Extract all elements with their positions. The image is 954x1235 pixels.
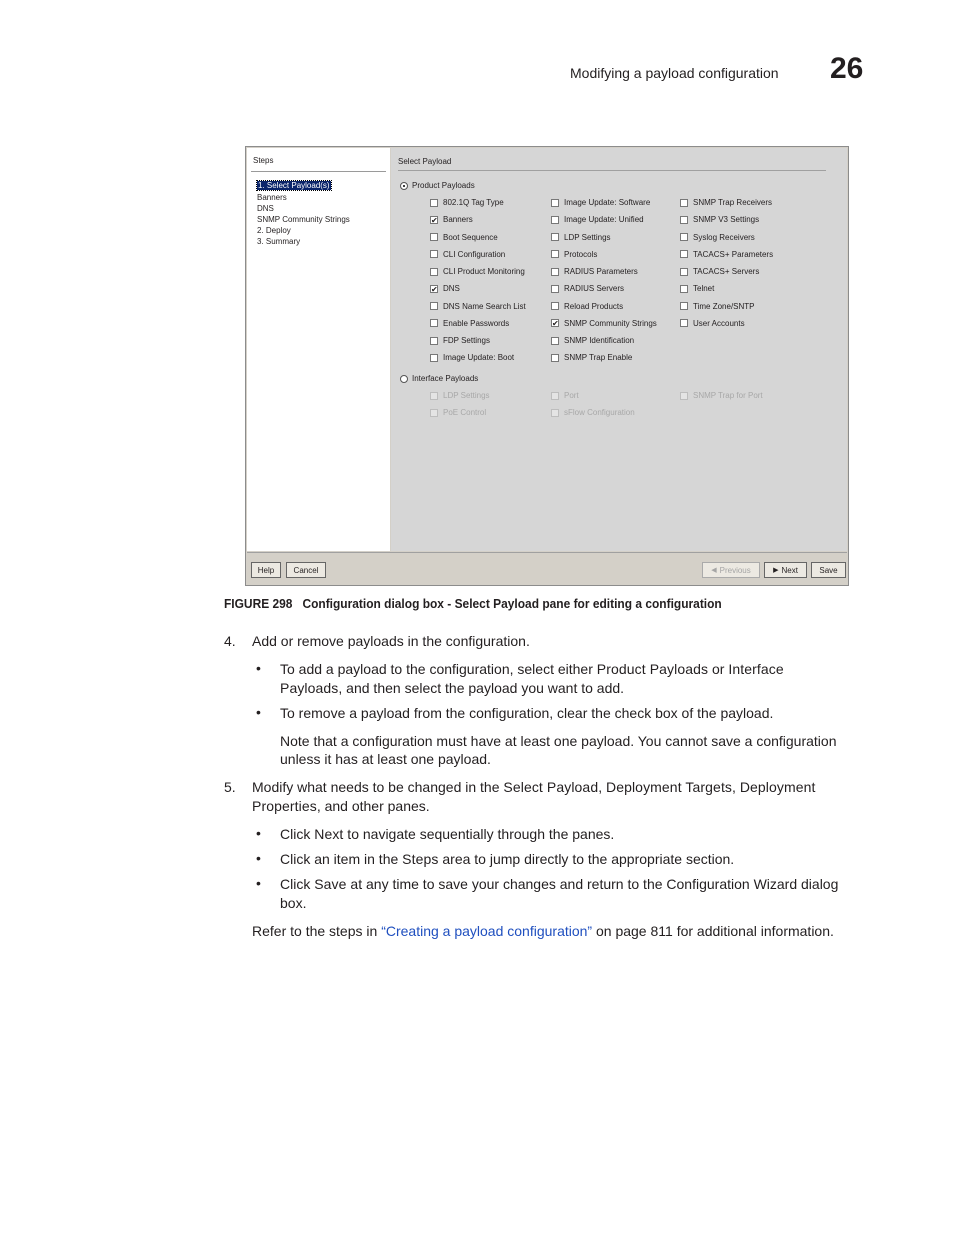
checkbox-label: 802.1Q Tag Type [443, 198, 504, 207]
interface-payloads-radio[interactable] [400, 374, 478, 383]
checkbox-icon [551, 268, 559, 276]
text: to navigate sequentially through the panes. [343, 826, 615, 842]
configuration-dialog [245, 146, 849, 586]
checkbox-label: TACACS+ Servers [693, 267, 760, 276]
checkbox-icon [551, 337, 559, 345]
step-select-payloads[interactable]: 1. Select Payload(s) [258, 181, 330, 190]
checkbox-label: Time Zone/SNTP [693, 301, 755, 311]
step-5-text [252, 778, 872, 816]
checkbox-icon [430, 268, 438, 276]
payload-checkbox[interactable] [551, 198, 650, 207]
steps-title: Steps [253, 156, 274, 165]
select-payload-pane [391, 148, 847, 551]
help-button[interactable]: Help [251, 562, 281, 578]
checkbox-icon [680, 250, 688, 258]
note-line-1: Note that a configuration must have at least one payload. You cannot save a configuration [280, 733, 837, 749]
checkbox-label: FDP Settings [443, 336, 490, 345]
payload-checkbox[interactable] [551, 302, 623, 311]
save-button[interactable]: Save [811, 562, 846, 578]
payload-checkbox[interactable] [430, 336, 490, 345]
checkbox-icon [680, 216, 688, 224]
checkbox-label: RADIUS Parameters [564, 267, 638, 276]
cross-reference-link[interactable]: “Creating a payload configuration” [381, 923, 593, 939]
step-deploy[interactable]: 2. Deploy [257, 226, 291, 235]
text: To add a payload to the configuration, select either [280, 661, 597, 677]
keyword: Properties [252, 798, 317, 814]
radio-selected-icon [400, 182, 408, 190]
step-dns[interactable]: DNS [257, 204, 274, 213]
bullet-remove-payload: To remove a payload from the configuration, clear the check box of the payload. [280, 705, 774, 721]
product-payloads-radio[interactable] [400, 181, 475, 190]
checkbox-label: Port [564, 391, 579, 400]
payload-checkbox[interactable] [680, 215, 759, 224]
checkbox-icon [680, 199, 688, 207]
checkbox-label: LDP Settings [564, 232, 611, 242]
checkbox-label: SNMP Community Strings [564, 318, 657, 328]
checkmark-icon: ✔ [431, 284, 438, 294]
reference-paragraph [252, 922, 834, 941]
payload-checkbox[interactable] [430, 267, 525, 276]
text: Modify what needs to be changed in the [252, 779, 504, 795]
keyword: Next [314, 826, 344, 842]
checkbox-icon [551, 392, 559, 400]
payload-checkbox[interactable] [680, 302, 755, 311]
payload-checkbox[interactable] [430, 302, 526, 311]
checkbox-icon [551, 233, 559, 241]
button-bar [247, 552, 847, 585]
steps-divider [251, 171, 386, 172]
figure-caption [224, 596, 722, 611]
keyword: Interface [728, 661, 784, 677]
checkbox-label: Image Update: Unified [564, 215, 644, 225]
checkbox-icon [430, 409, 438, 417]
checkbox-icon [430, 319, 438, 327]
checkbox-label: Protocols [564, 249, 598, 259]
interface-payloads-label: Interface Payloads [412, 374, 479, 383]
checkbox-icon [430, 302, 438, 310]
keyword: Payloads [280, 680, 339, 696]
payload-checkbox[interactable] [430, 198, 504, 207]
cancel-button[interactable]: Cancel [286, 562, 326, 578]
text: box. [280, 895, 307, 911]
payload-checkbox[interactable] [430, 284, 460, 293]
text: , and other panes. [316, 798, 430, 814]
keyword: Deployment [739, 779, 816, 795]
figure-title: Configuration dialog box - Select Payload pane for editing a configuration [302, 596, 722, 611]
checkmark-icon: ✔ [431, 215, 438, 225]
checkbox-icon [551, 409, 559, 417]
step-5-number: 5. [224, 779, 236, 795]
payload-checkbox[interactable] [680, 198, 772, 207]
checkbox-icon [430, 337, 438, 345]
payload-checkbox[interactable] [680, 267, 759, 276]
checkbox-label: Syslog Receivers [693, 232, 755, 242]
interface-ldp-settings-checkbox[interactable] [430, 391, 490, 400]
checkbox-label: Image Update: Boot [443, 353, 515, 363]
interface-snmp-trap-for-port-checkbox[interactable] [680, 391, 763, 400]
arrow-right-icon: ▶ [773, 567, 779, 574]
bullet-click-save [280, 875, 880, 913]
text: Refer to the steps in [252, 923, 382, 939]
payload-checkbox[interactable] [551, 233, 611, 242]
payload-checkbox[interactable] [680, 233, 755, 242]
bullet-add-payload [280, 660, 870, 698]
payload-checkbox[interactable] [551, 353, 632, 362]
checkbox-label: LDP Settings [443, 391, 490, 400]
checkbox-label: SNMP Trap Enable [564, 353, 633, 363]
step-banners[interactable]: Banners [257, 193, 287, 202]
checkbox-icon [680, 319, 688, 327]
text: , [598, 779, 606, 795]
text: or [708, 661, 729, 677]
keyword: Deployment Targets [605, 779, 733, 795]
payload-checkbox[interactable] [551, 284, 624, 293]
running-header-title: Modifying a payload configuration [570, 65, 779, 81]
bullet-icon: • [256, 660, 261, 676]
checkbox-label: User Accounts [693, 318, 745, 328]
checkbox-label: SNMP Identification [564, 336, 635, 345]
checkbox-label: Boot Sequence [443, 232, 498, 242]
keyword: Select Payload [503, 779, 599, 795]
step-4-text: Add or remove payloads in the configuration. [252, 633, 530, 649]
payload-checkbox[interactable] [430, 353, 514, 362]
checkbox-icon [680, 392, 688, 400]
text: Click an item in the [280, 851, 403, 867]
checkbox-icon [551, 216, 559, 224]
bullet-icon: • [256, 850, 261, 866]
checkbox-icon [430, 250, 438, 258]
payload-checkbox[interactable] [551, 250, 597, 259]
payload-checkbox[interactable] [551, 267, 638, 276]
checkbox-label: RADIUS Servers [564, 284, 625, 294]
payload-checkbox[interactable] [430, 250, 505, 259]
step-summary[interactable]: 3. Summary [257, 237, 301, 246]
checkmark-icon: ✔ [552, 319, 559, 329]
checkbox-icon [680, 302, 688, 310]
arrow-left-icon: ◀ [711, 567, 717, 574]
text: Click [280, 876, 315, 892]
bullet-click-steps [280, 850, 734, 869]
checkbox-icon [430, 199, 438, 207]
previous-label: Previous [719, 565, 751, 575]
text: on page 811 for additional information. [592, 923, 834, 939]
checkbox-label: DNS Name Search List [443, 301, 526, 311]
bullet-icon: • [256, 704, 261, 720]
payload-checkbox[interactable] [430, 233, 498, 242]
interface-sflow-configuration-checkbox[interactable] [551, 408, 635, 417]
checkbox-icon [551, 285, 559, 293]
checkbox-label: DNS [443, 284, 460, 294]
payload-checkbox[interactable] [430, 319, 509, 328]
checkbox-label: Banners [443, 215, 473, 225]
payload-checkbox[interactable] [551, 215, 644, 224]
text: area to jump directly to the appropriate section. [438, 851, 735, 867]
step-4-number: 4. [224, 633, 236, 649]
checkbox-label: Telnet [693, 284, 715, 294]
pane-divider [398, 170, 826, 171]
checkbox-label: Image Update: Software [564, 198, 651, 207]
checkbox-label: sFlow Configuration [564, 408, 635, 417]
checkbox-icon [680, 268, 688, 276]
keyword: Product Payloads [596, 661, 709, 677]
payload-checkbox[interactable] [551, 319, 657, 328]
previous-button[interactable] [702, 562, 760, 578]
next-label: Next [781, 565, 798, 575]
pane-title: Select Payload [398, 157, 452, 166]
checkbox-icon [551, 302, 559, 310]
checkbox-icon [680, 233, 688, 241]
text: Click [280, 826, 315, 842]
text: , [732, 779, 740, 795]
interface-port-checkbox[interactable] [551, 391, 579, 400]
step-snmp-community-strings[interactable]: SNMP Community Strings [257, 215, 350, 224]
text: at any time to save your changes and return to the Configuration Wizard dialog [346, 876, 839, 892]
chapter-number: 26 [830, 52, 864, 85]
payload-checkbox[interactable] [680, 319, 745, 328]
checkbox-icon [430, 354, 438, 362]
interface-poe-control-checkbox[interactable] [430, 408, 486, 417]
checkbox-label: SNMP Trap for Port [693, 391, 763, 400]
checkbox-icon [680, 285, 688, 293]
checkbox-label: CLI Configuration [443, 249, 506, 259]
checkbox-label: Reload Products [564, 301, 624, 311]
text: , and then select the payload you want to add. [338, 680, 625, 696]
payload-checkbox[interactable] [430, 215, 473, 224]
steps-panel [247, 148, 390, 551]
radio-unselected-icon [400, 375, 408, 383]
product-payloads-label: Product Payloads [412, 181, 475, 190]
checkbox-label: Enable Passwords [443, 318, 510, 328]
payload-checkbox[interactable] [551, 336, 634, 345]
bullet-click-next [280, 825, 614, 844]
checkbox-label: TACACS+ Parameters [693, 249, 774, 259]
checkbox-icon [430, 392, 438, 400]
checkbox-icon [551, 199, 559, 207]
payload-checkbox[interactable] [680, 284, 714, 293]
keyword: Steps [402, 851, 439, 867]
checkbox-label: PoE Control [443, 408, 487, 417]
note-line-2: unless it has at least one payload. [280, 751, 491, 767]
checkbox-label: SNMP Trap Receivers [693, 198, 772, 207]
bullet-icon: • [256, 825, 261, 841]
next-button[interactable] [764, 562, 807, 578]
figure-label: FIGURE 298 [224, 596, 293, 611]
keyword: Save [314, 876, 347, 892]
payload-checkbox[interactable] [680, 250, 773, 259]
checkbox-icon [551, 250, 559, 258]
checkbox-icon [430, 233, 438, 241]
bullet-icon: • [256, 875, 261, 891]
checkbox-label: SNMP V3 Settings [693, 215, 760, 225]
checkbox-icon [551, 354, 559, 362]
checkbox-label: CLI Product Monitoring [443, 267, 525, 276]
